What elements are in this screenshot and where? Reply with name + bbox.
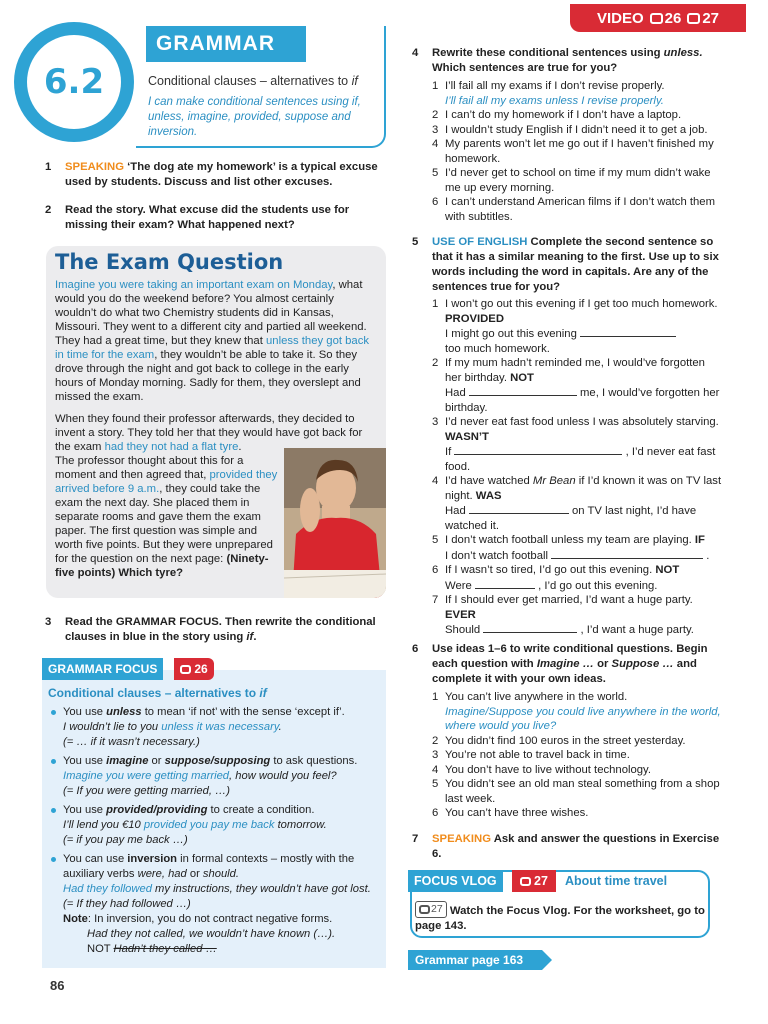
rule-provided: You use provided/providing to create a condition. I’ll lend you €10 provided you pay me back tomorrow. (= if you pay me back …) xyxy=(47,803,377,848)
video-camera-icon xyxy=(687,13,700,24)
list-item: 5 I’d never get to school on time if my mum didn’t wake me up every morning. xyxy=(432,167,711,194)
list-item: 1 I won’t go out this evening if I get too much homework. PROVIDED I might go out this evening too much homework. xyxy=(432,298,718,355)
list-item: 7 If I should ever get married, I’d want a huge party. EVER Should , I’d want a huge party. xyxy=(432,594,694,636)
video-ref-27[interactable]: 27 xyxy=(687,10,719,27)
focus-vlog-body: 27 Watch the Focus Vlog. For the worksheet, go to page 143. xyxy=(415,903,705,932)
focus-vlog-tab: FOCUS VLOG xyxy=(408,870,503,892)
list-item: 4 You don’t have to live without technology. xyxy=(432,763,651,776)
list-item: 6 I can’t understand American films if I don’t watch them with subtitles. xyxy=(432,196,715,223)
video-camera-icon xyxy=(650,13,663,24)
story-paragraph-3: The professor thought about this for a moment and then agreed that, provided they arrived before 9 a.m., they could take the exam the next day. She placed them in separate rooms and gave them the exam paper. The first question was simple and worth five points. But they were unprepared for the question on the next page: (Ninety-five points) Which tyre? xyxy=(55,455,278,579)
focus-vlog-video-ref[interactable]: 27 xyxy=(512,870,556,892)
list-item: 5 I don’t watch football unless my team are playing. IF I don’t watch football . xyxy=(432,534,710,562)
grammar-focus-tab: GRAMMAR FOCUS xyxy=(42,658,163,680)
list-item: 1 You can’t live anywhere in the world. Imagine/Suppose you could live anywhere in the world, where would you live? xyxy=(432,691,721,732)
answer-blank[interactable] xyxy=(551,548,703,559)
student-photo xyxy=(284,448,386,598)
lesson-objective: I can make conditional sentences using if, unless, imagine, provided, suppose and inversion. xyxy=(148,96,361,138)
focus-vlog-body-ref[interactable]: 27 xyxy=(415,901,447,918)
page-number: 86 xyxy=(50,978,65,993)
story-title: The Exam Question xyxy=(55,250,284,274)
exercise-5: 5 USE OF ENGLISH Complete the second sentence so that it has a similar meaning to the first. Use up to six words including the word in capitals. Are any of the sentences true for you? xyxy=(412,236,719,293)
story-paragraph-1: Imagine you were taking an important exam on Monday, what would you do the weekend before? You almost certainly wouldn’t do what two Chemistry students did in Kansas, Missouri. They went to a different city and partied all weekend. They had a great time, but they knew that unless they got back in time for the exam, they wouldn’t be able to take it. So they drove through the night and got back to college in the early hours of Monday morning. Sadly for them, they overslept and missed the exam. xyxy=(55,279,369,403)
section-title: GRAMMAR xyxy=(146,26,306,62)
story-paragraph-2: When they found their professor afterwards, they decided to invent a story. They told her that they would have got back for the exam had they not had a flat tyre. xyxy=(55,413,363,453)
video-label: VIDEO xyxy=(596,9,644,27)
answer-blank[interactable] xyxy=(469,503,569,514)
lesson-number: 6.2 xyxy=(43,62,105,102)
exercise-3: 3 Read the GRAMMAR FOCUS. Then rewrite the conditional clauses in blue in the story using if. xyxy=(45,616,376,643)
exercise-4-items xyxy=(432,79,722,224)
list-item: 3 I wouldn’t study English if I didn’t need it to get a job. xyxy=(432,123,708,136)
video-ref-26[interactable]: 26 xyxy=(650,10,682,27)
video-tab[interactable] xyxy=(570,4,746,32)
rule-unless: You use unless to mean ‘if not’ with the sense ‘except if’. I wouldn’t lie to you unless it was necessary. (= … if it wasn’t necessary.) xyxy=(47,705,377,750)
list-item: 2 If my mum hadn’t reminded me, I would’ve forgotten her birthday. NOT Had me, I would’ve forgotten her birthday. xyxy=(432,357,720,414)
grammar-focus-rules xyxy=(47,705,377,957)
list-item: 3 You’re not able to travel back in time. xyxy=(432,749,630,761)
exercise-6: 6 Use ideas 1–6 to write conditional questions. Begin each question with Imagine … or Suppose … and complete it with your own ideas. xyxy=(412,643,708,685)
exercise-1: 1 SPEAKING ‘The dog ate my homework’ is a typical excuse used by students. Discuss and list other excuses. xyxy=(45,161,378,188)
video-camera-icon xyxy=(419,905,430,914)
list-item: 4 My parents won’t let me go out if I haven’t finished my homework. xyxy=(432,138,714,165)
list-item: 2 You didn’t find 100 euros in the street yesterday. xyxy=(432,734,686,747)
exercise-5-items xyxy=(432,297,722,638)
video-camera-icon xyxy=(180,665,191,674)
list-item: 6 If I wasn’t so tired, I’d go out this evening. NOT Were , I’d go out this evening. xyxy=(432,564,680,592)
answer-blank[interactable] xyxy=(483,622,577,633)
grammar-page-arrow-icon xyxy=(542,950,552,970)
exercise-2: 2 Read the story. What excuse did the students use for missing their exam? What happened next? xyxy=(45,204,350,231)
answer-blank[interactable] xyxy=(454,444,622,455)
list-item: 4 I’d have watched Mr Bean if I’d known it was on TV last night. WAS Had on TV last night, I’d have watched it. xyxy=(432,475,722,532)
video-camera-icon xyxy=(520,877,531,886)
student-thinking-illustration xyxy=(284,448,386,598)
list-item: 6 You can’t have three wishes. xyxy=(432,807,589,819)
exercise-7: 7 SPEAKING Ask and answer the questions in Exercise 6. xyxy=(412,833,720,860)
rule-imagine: You use imagine or suppose/supposing to ask questions. Imagine you were getting married, how would you feel? (= If you were getting married, …) xyxy=(47,754,377,799)
list-item: 5 You didn’t see an old man steal something from a shop last week. xyxy=(432,778,720,805)
list-item: 2 I can’t do my homework if I don’t have a laptop. xyxy=(432,109,682,121)
exercise-6-items xyxy=(432,690,722,821)
grammar-page-link[interactable]: Grammar page 163 xyxy=(408,950,542,970)
exercise-4: 4 Rewrite these conditional sentences using unless. Which sentences are true for you? xyxy=(412,47,703,74)
lesson-badge xyxy=(14,22,134,142)
list-item: 1 I’ll fail all my exams if I don’t revise properly. I’ll fail all my exams unless I revise properly. xyxy=(432,80,665,107)
answer-blank[interactable] xyxy=(580,326,676,337)
lesson-subtitle: Conditional clauses – alternatives to if xyxy=(148,74,358,88)
rule-inversion: You can use inversion in formal contexts – mostly with the auxiliary verbs were, had or should. Had they followed my instructions, they wouldn’t have got lost. (= If they had followed …) Note: In inversion, you do not contract negative forms. Had they not called, we wouldn’t have known (…). NOT Hadn’t they called … xyxy=(47,852,377,957)
answer-blank[interactable] xyxy=(469,385,577,396)
grammar-focus-heading: Conditional clauses – alternatives to if xyxy=(48,686,267,700)
grammar-focus-video-ref[interactable]: 26 xyxy=(174,658,214,680)
focus-vlog-title: About time travel xyxy=(565,874,668,888)
answer-blank[interactable] xyxy=(475,578,535,589)
list-item: 3 I’d never eat fast food unless I was absolutely starving. WASN’T If , I’d never eat fast food. xyxy=(432,416,719,473)
